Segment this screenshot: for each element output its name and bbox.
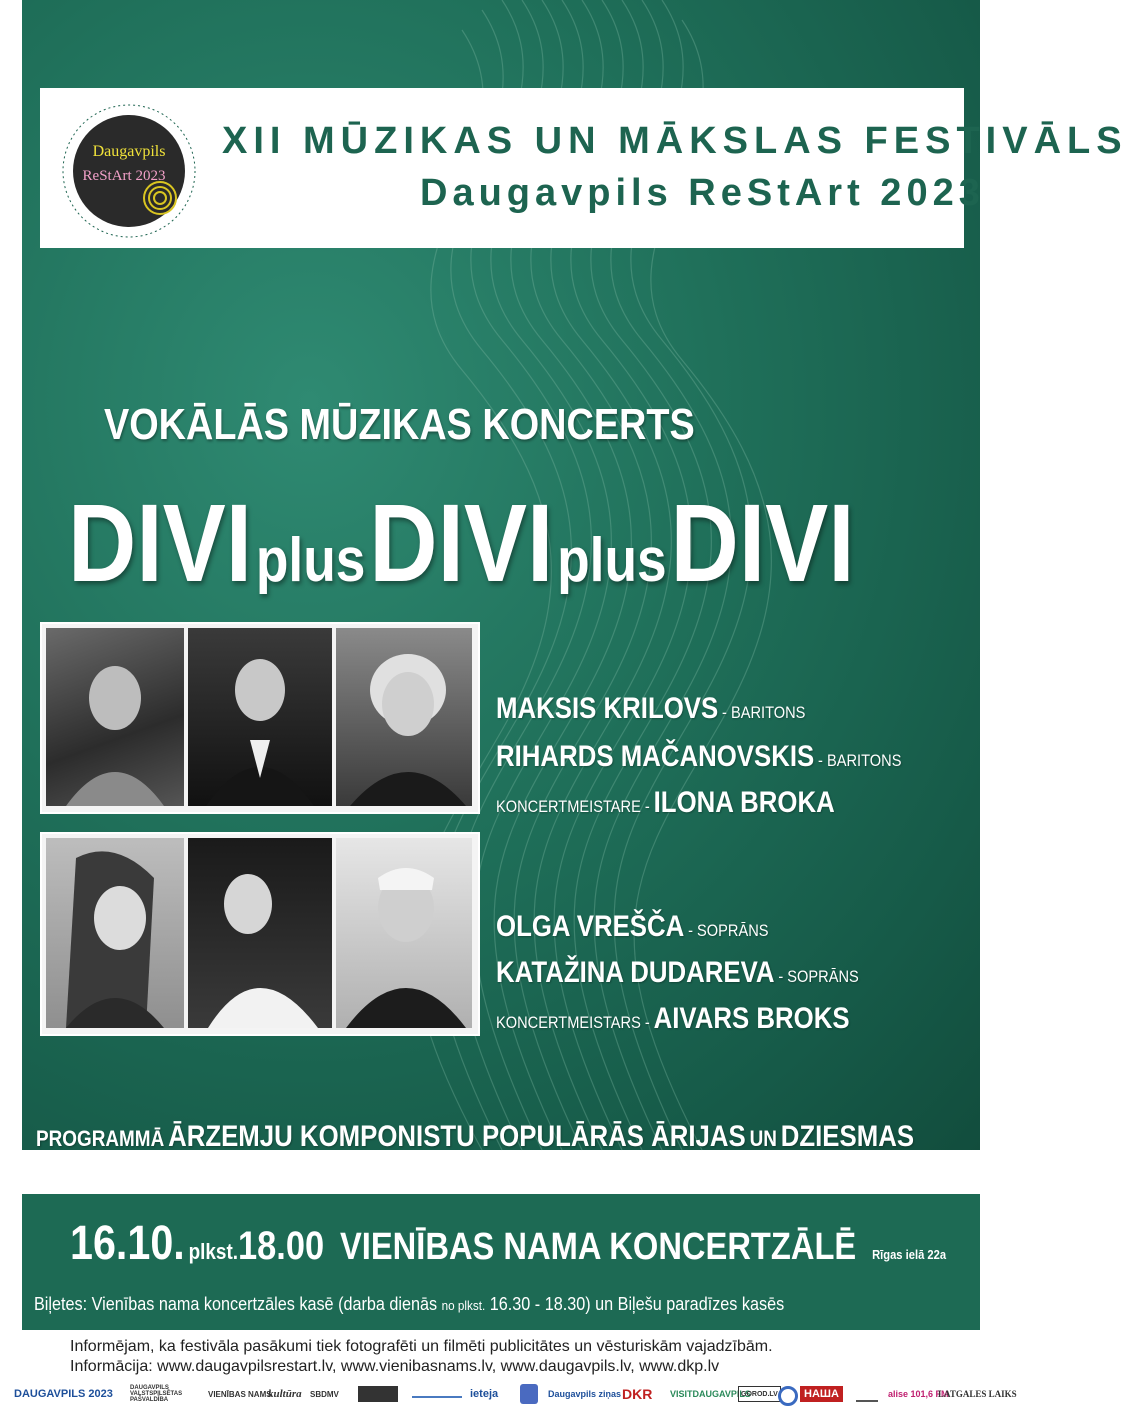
- tickets-text-small: no plkst.: [441, 1298, 486, 1313]
- sponsor-logo: SBDMV: [310, 1389, 339, 1399]
- programme-line: [36, 1120, 914, 1154]
- photo-maksis-krilovs: [46, 628, 184, 806]
- performer-4: [496, 910, 769, 944]
- performer-name: MAKSIS KRILOVS: [496, 692, 719, 725]
- festival-logo: [58, 100, 200, 242]
- sponsor-logo: [358, 1386, 398, 1402]
- performer-6: [496, 1002, 850, 1036]
- performer-3: [496, 786, 835, 820]
- sponsor-logo: DAUGAVPILS 2023: [14, 1388, 113, 1400]
- information-links: Informācija: www.daugavpilsrestart.lv, www.vienibasnams.lv, www.daugavpils.lv, www.dkp.lv: [70, 1358, 720, 1375]
- performer-name: ILONA BROKA: [653, 786, 835, 819]
- programme-un: UN: [749, 1126, 777, 1151]
- programme-part1: ĀRZEMJU KOMPONISTU POPULĀRĀS ĀRIJAS: [168, 1120, 746, 1153]
- sponsor-logo: [520, 1384, 538, 1404]
- title-word-3: DIVI: [369, 482, 554, 605]
- sponsor-logo: [856, 1388, 878, 1402]
- concert-title: [68, 480, 854, 607]
- performer-5: [496, 956, 859, 990]
- sponsor-logo: [778, 1386, 798, 1406]
- sponsor-logo: VIENĪBAS NAMS: [208, 1389, 272, 1399]
- sponsor-logo: alise 101,6 FM: [888, 1389, 949, 1399]
- sponsor-logo: DKR: [622, 1386, 653, 1402]
- sponsor-logos-row: [8, 1380, 1017, 1412]
- title-word-5: DIVI: [670, 482, 855, 605]
- sponsor-logo: LATGALES LAIKS: [938, 1389, 1017, 1399]
- photography-notice: Informējam, ka festivāla pasākumi tiek fotografēti un filmēti publicitātes un vēsturiskām vajadzībām.: [70, 1338, 773, 1355]
- performer-role: - BARITONS: [818, 751, 902, 770]
- title-word-1: DIVI: [68, 482, 252, 605]
- performer-name: RIHARDS MAČANOVSKIS: [496, 740, 815, 773]
- tickets-text-a: Biļetes: Vienības nama koncertzāles kasē (darba dienās: [34, 1294, 438, 1314]
- event-address: Rīgas ielā 22a: [872, 1247, 947, 1262]
- festival-title-line2: Daugavpils ReStArt 2023: [420, 172, 985, 214]
- performer-1: [496, 692, 805, 726]
- event-time: 18.00: [238, 1224, 325, 1268]
- sponsor-logo: ieteja: [470, 1388, 499, 1400]
- performer-2: [496, 740, 901, 774]
- event-date-line: [70, 1216, 946, 1271]
- programme-label: PROGRAMMĀ: [36, 1126, 165, 1151]
- sponsor-logo: kultūra: [268, 1388, 302, 1400]
- performer-role: - SOPRĀNS: [778, 967, 859, 986]
- sponsor-logo: Daugavpils ziņas: [548, 1389, 622, 1399]
- logo-text-city: Daugavpils: [92, 143, 166, 160]
- photo-kat-azina-dudareva: [188, 838, 332, 1028]
- event-venue: VIENĪBAS NAMA KONCERTZĀLĒ: [339, 1226, 857, 1268]
- performer-role: - SOPRĀNS: [688, 921, 769, 940]
- title-word-4: plus: [557, 526, 667, 595]
- performer-name: AIVARS BROKS: [653, 1002, 850, 1035]
- sponsor-logo: VISITDAUGAVPILS: [670, 1389, 751, 1399]
- photo-aivars-broks: [336, 838, 472, 1028]
- photo-ilona-broka: [336, 628, 472, 806]
- title-word-2: plus: [255, 526, 366, 595]
- event-date: 16.10.: [70, 1217, 185, 1270]
- sponsor-logo: [412, 1396, 462, 1398]
- performer-name: KATAŽINA DUDAREVA: [496, 956, 775, 989]
- photo-rihards-macanovskis: [188, 628, 332, 806]
- logo-text-restart: ReStArt 2023: [82, 168, 166, 184]
- photo-olga-vresca: [46, 838, 184, 1028]
- festival-title-line1: XII MŪZIKAS UN MĀKSLAS FESTIVĀLS: [222, 120, 1128, 162]
- tickets-text-b: 16.30 - 18.30) un Biļešu paradīzes kasēs: [489, 1294, 785, 1314]
- performer-name: OLGA VREŠČA: [496, 910, 685, 943]
- concert-subtitle: VOKĀLĀS MŪZIKAS KONCERTS: [104, 400, 695, 449]
- event-info-box: [22, 1194, 980, 1330]
- sponsor-logo: GOROD.LV: [738, 1386, 781, 1402]
- sponsor-logo: DAUGAVPILS VALSTSPILSĒTAS PAŠVALDĪBA: [130, 1385, 183, 1403]
- performer-prefix: KONCERTMEISTARE -: [496, 797, 650, 816]
- performer-prefix: KONCERTMEISTARS -: [496, 1013, 650, 1032]
- event-plkst: plkst.: [188, 1239, 239, 1264]
- sponsor-logo: НАША: [800, 1386, 843, 1402]
- performer-role: - BARITONS: [722, 703, 806, 722]
- tickets-info: [34, 1294, 784, 1315]
- programme-part2: DZIESMAS: [780, 1120, 915, 1153]
